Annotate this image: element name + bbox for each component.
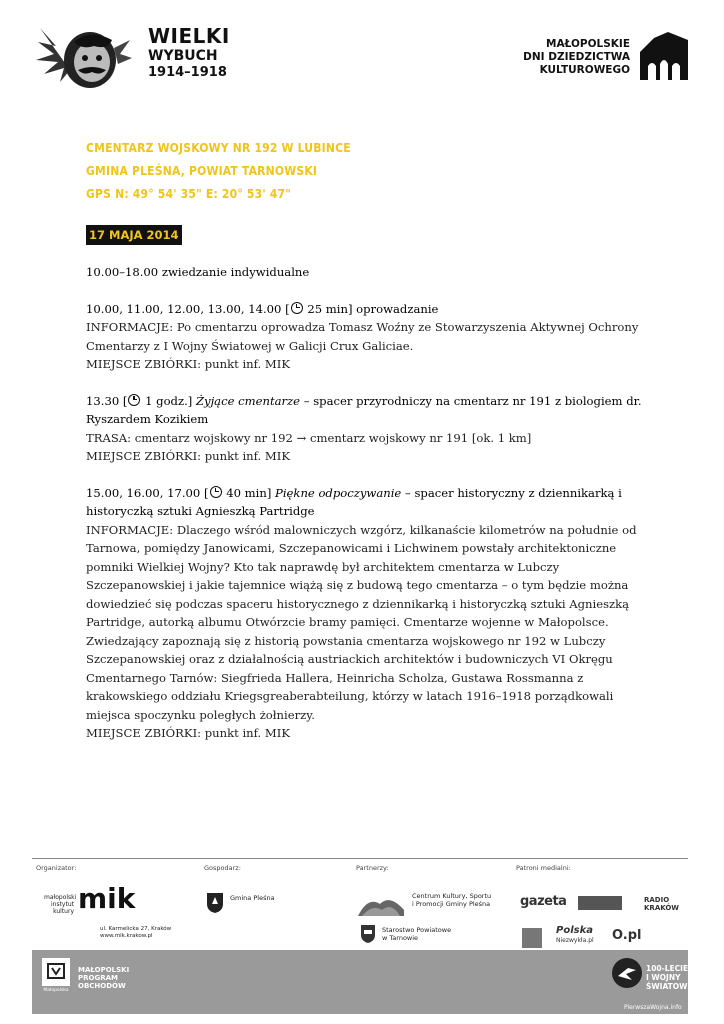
- malopolska-logo-icon: [42, 958, 70, 986]
- clock-icon: [128, 394, 140, 406]
- footer-band: [32, 950, 688, 1014]
- event-4-title: [86, 484, 642, 521]
- media-square-logo: [522, 928, 542, 948]
- mik-small-line-1: małopolski: [44, 894, 77, 901]
- footer-divider: [32, 858, 688, 859]
- event-3-route: TRASA: cmentarz wojskowy nr 192 → cmentarz wojskowy nr 191 [ok. 1 km]: [86, 430, 532, 445]
- event-2-info: INFORMACJE: Po cmentarzu oprowadza Tomasz Woźny ze Stowarzyszenia Aktywnej Ochrony Cmentarzy z I Wojny Światowej w Galicji Crux Galiciae.: [86, 320, 639, 353]
- event-3-duration: 1 godz.]: [141, 393, 196, 408]
- mdk-title: [523, 38, 630, 77]
- radio-line-1: RADIO: [644, 896, 670, 904]
- organizer-label: Organizator:: [36, 864, 77, 872]
- mik-address-line-1: ul. Karmelicka 27, Kraków: [100, 926, 172, 932]
- centenary-label: [646, 964, 695, 991]
- clock-icon: [210, 486, 222, 498]
- media-label: Patroni medialni:: [516, 864, 571, 872]
- partner-2: [382, 926, 451, 942]
- gmina-plesna-crest-icon: [206, 892, 224, 914]
- host-name: Gmina Pleśna: [230, 894, 275, 902]
- ckspg-logo-icon: [358, 890, 404, 916]
- clock-icon: [291, 302, 303, 314]
- centenary-line-3: ŚWIATOWEJ: [646, 982, 696, 991]
- mik-logo-text: mik: [78, 882, 136, 915]
- starostwo-crest-icon: [360, 924, 376, 944]
- event-4: [86, 484, 642, 743]
- event-3-description: – spacer przyrodniczy na cmentarz nr 191 z biologiem dr. Ryszardem Kozikiem: [86, 393, 642, 426]
- brand-line-2: WYBUCH: [148, 48, 218, 64]
- location-block: [86, 137, 351, 206]
- brand-line-1: WIELKI: [148, 24, 230, 48]
- polska-line-1: Polska: [556, 925, 593, 936]
- band-line-2: PROGRAM: [78, 974, 118, 982]
- program-content: [86, 263, 642, 743]
- partner-1-line-1: Centrum Kultury, Sportu: [412, 892, 492, 900]
- event-4-description: – spacer historyczny z dziennikarką i historyczką sztuki Agnieszką Partridge: [86, 485, 622, 518]
- partner-1-line-2: i Promocji Gminy Pleśna: [412, 900, 491, 908]
- malopolska-logo-label: Małopolska: [43, 988, 69, 993]
- castle-icon: [638, 30, 690, 82]
- event-4-duration: 40 min]: [222, 485, 276, 500]
- event-3-time: 13.30 [: [86, 393, 128, 408]
- bird-circle-icon: [612, 958, 642, 988]
- location-district: GMINA PLEŚNA, POWIAT TARNOWSKI: [86, 164, 318, 178]
- media-gazeta-logo: gazeta: [520, 894, 567, 909]
- event-1-title: 10.00–18.00 zwiedzanie indywidualne: [86, 265, 310, 279]
- mdk-line-2: DNI DZIEDZICTWA: [523, 51, 630, 63]
- program-label: [78, 966, 129, 990]
- mik-small-text: [44, 894, 77, 915]
- event-2: [86, 300, 642, 374]
- event-3-meeting-point: MIEJSCE ZBIÓRKI: punkt inf. MIK: [86, 449, 291, 463]
- event-3-title: [86, 392, 642, 429]
- location-name: CMENTARZ WOJSKOWY NR 192 W LUBINCE: [86, 141, 351, 155]
- partners-label: Partnerzy:: [356, 864, 389, 872]
- wielki-wybuch-logo-image: [34, 20, 134, 98]
- event-2-times: 10.00, 11.00, 12.00, 13.00, 14.00 [: [86, 301, 290, 316]
- pierwsza-wojna-link[interactable]: PierwszaWojna.info: [624, 1004, 682, 1011]
- mdk-line-1: MAŁOPOLSKIE: [546, 38, 630, 50]
- event-3: [86, 392, 642, 466]
- brand-line-3: 1914–1918: [148, 65, 227, 80]
- mdk-line-3: KULTUROWEGO: [539, 64, 630, 76]
- band-line-3: OBCHODÓW: [78, 982, 126, 990]
- polska-line-2: Niezwykła.pl: [556, 937, 594, 944]
- media-polska-niezwykla-logo: [556, 926, 594, 946]
- event-2-title: [86, 300, 642, 319]
- media-radio-krakow-logo: [644, 896, 679, 912]
- event-2-duration: 25 min] oprowadzanie: [303, 301, 439, 316]
- mik-small-line-2: instytut: [50, 901, 74, 908]
- event-2-meeting-point: MIEJSCE ZBIÓRKI: punkt inf. MIK: [86, 357, 291, 371]
- event-4-times: 15.00, 16.00, 17.00 [: [86, 485, 209, 500]
- mik-small-line-3: kultury: [53, 908, 74, 915]
- mik-address-line-2: www.mik.krakow.pl: [100, 933, 153, 939]
- event-3-name: Żyjące cmentarze: [195, 393, 301, 408]
- gps-coordinates: GPS N: 49° 54' 35" E: 20° 53' 47": [86, 187, 292, 201]
- band-line-1: MAŁOPOLSKI: [78, 966, 130, 974]
- host-label: Gospodarz:: [204, 864, 241, 872]
- centenary-line-2: I WOJNY: [646, 973, 681, 982]
- centenary-line-1: 100-LECIE: [646, 964, 689, 973]
- event-4-info: INFORMACJE: Dlaczego wśród malowniczych wzgórz, kilkanaście kilometrów na południe od Tarnowa, pomiędzy Janowicami, Szczepanowicami i Lichwinem powstały architektoniczne pomniki Wielkiej Wojny? Kto tak naprawdę był architektem cmentarza w Lubczy Szczepanowskiej i jakie tajemnice wiążą się z budową tego cmentarza – o tym będzie można dowiedzieć się podczas spaceru historycznego z dziennikarką i historyczką sztuki Agnieszką Partridge, autorką albumu Otwórzcie bramy pamięci. Cmentarze wojenne w Małopolsce. Zwiedzający zapoznają się z historią powstania cmentarza wojskowego nr 192 w Lubczy Szczepanowskiej oraz z działalnością austriackich architektów i budowniczych VI Okręgu Cmentarnego Tarnów: Siegfrieda Hallera, Heinricha Scholza, Gustawa Rossmanna z krakowskiego oddziału Kriegsgreaberabteilung, którzy w latach 1916–1918 porządkowali miejsca spoczynku poległych żołnierzy.: [86, 522, 637, 722]
- partner-1: [412, 892, 491, 908]
- event-4-meeting-point: MIEJSCE ZBIÓRKI: punkt inf. MIK: [86, 726, 291, 740]
- media-opl-logo: O.pl: [612, 928, 642, 943]
- media-miasto-logo: [578, 896, 622, 910]
- event-4-name: Piękne odpoczywanie: [275, 485, 402, 500]
- partner-2-line-1: Starostwo Powiatowe: [382, 926, 452, 934]
- mik-address: [100, 926, 171, 940]
- brand-title: [148, 26, 230, 79]
- partner-2-line-2: w Tarnowie: [382, 934, 419, 942]
- date-badge: 17 MAJA 2014: [86, 225, 182, 245]
- radio-line-2: KRAKÓW: [644, 904, 680, 912]
